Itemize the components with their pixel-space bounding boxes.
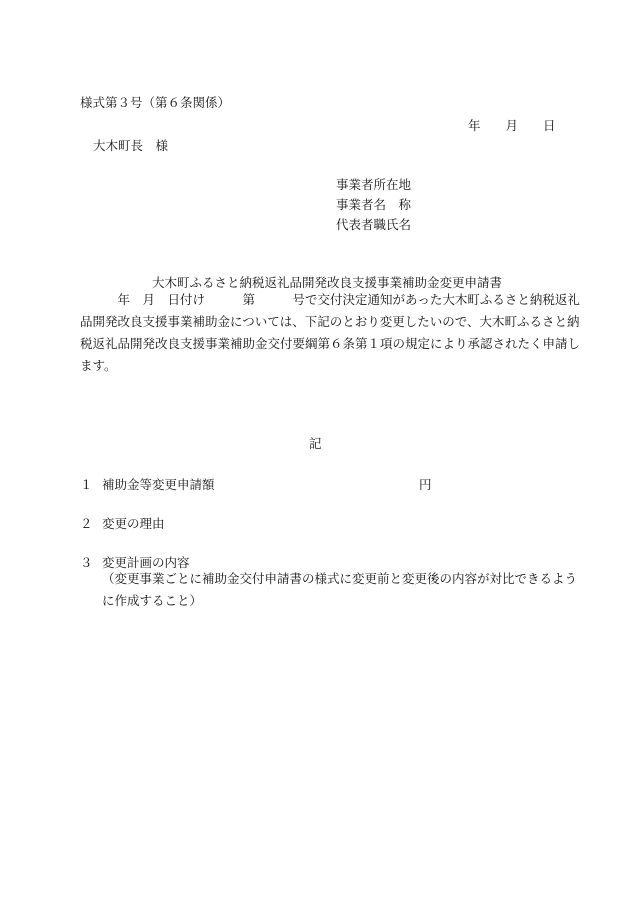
item-label: 変更の理由 bbox=[102, 516, 165, 531]
item-number: ３ bbox=[80, 555, 93, 570]
body-paragraph bbox=[80, 289, 580, 377]
body-line: ます。 bbox=[80, 358, 117, 373]
applicant-name-label: 事業者名 称 bbox=[336, 197, 412, 212]
item-2 bbox=[80, 518, 165, 531]
item-1 bbox=[80, 479, 215, 492]
body-line: 税返礼品開発改良支援事業補助金交付要綱第６条第１項の規定により承認されたく申請し bbox=[80, 336, 581, 351]
addressee: 大木町長 様 bbox=[93, 138, 169, 153]
ki-heading: 記 bbox=[309, 436, 322, 451]
note-line: （変更事業ごとに補助金交付申請書の様式に変更前と変更後の内容が対比できるよう bbox=[102, 571, 578, 586]
item-label: 補助金等変更申請額 bbox=[102, 477, 215, 492]
body-line: 品開発改良支援事業補助金については、下記のとおり変更したいので、大木町ふるさと納 bbox=[80, 314, 580, 329]
applicant-location-label: 事業者所在地 bbox=[336, 177, 412, 192]
note-line: に作成すること） bbox=[102, 593, 203, 608]
item-1-unit: 円 bbox=[419, 477, 432, 492]
date-line: 年 月 日 bbox=[468, 118, 556, 133]
item-label: 変更計画の内容 bbox=[102, 555, 190, 570]
item-number: １ bbox=[80, 477, 93, 492]
item-number: ２ bbox=[80, 516, 93, 531]
item-3-note bbox=[102, 568, 577, 612]
applicant-representative-label: 代表者職氏名 bbox=[336, 217, 412, 232]
body-line: 年 月 日付け 第 号で交付決定通知があった大木町ふるさと納税返礼 bbox=[80, 292, 580, 307]
document-title: 大木町ふるさと納税返礼品開発改良支援事業補助金変更申請書 bbox=[152, 275, 503, 290]
form-number: 様式第３号（第６条関係） bbox=[80, 95, 231, 110]
